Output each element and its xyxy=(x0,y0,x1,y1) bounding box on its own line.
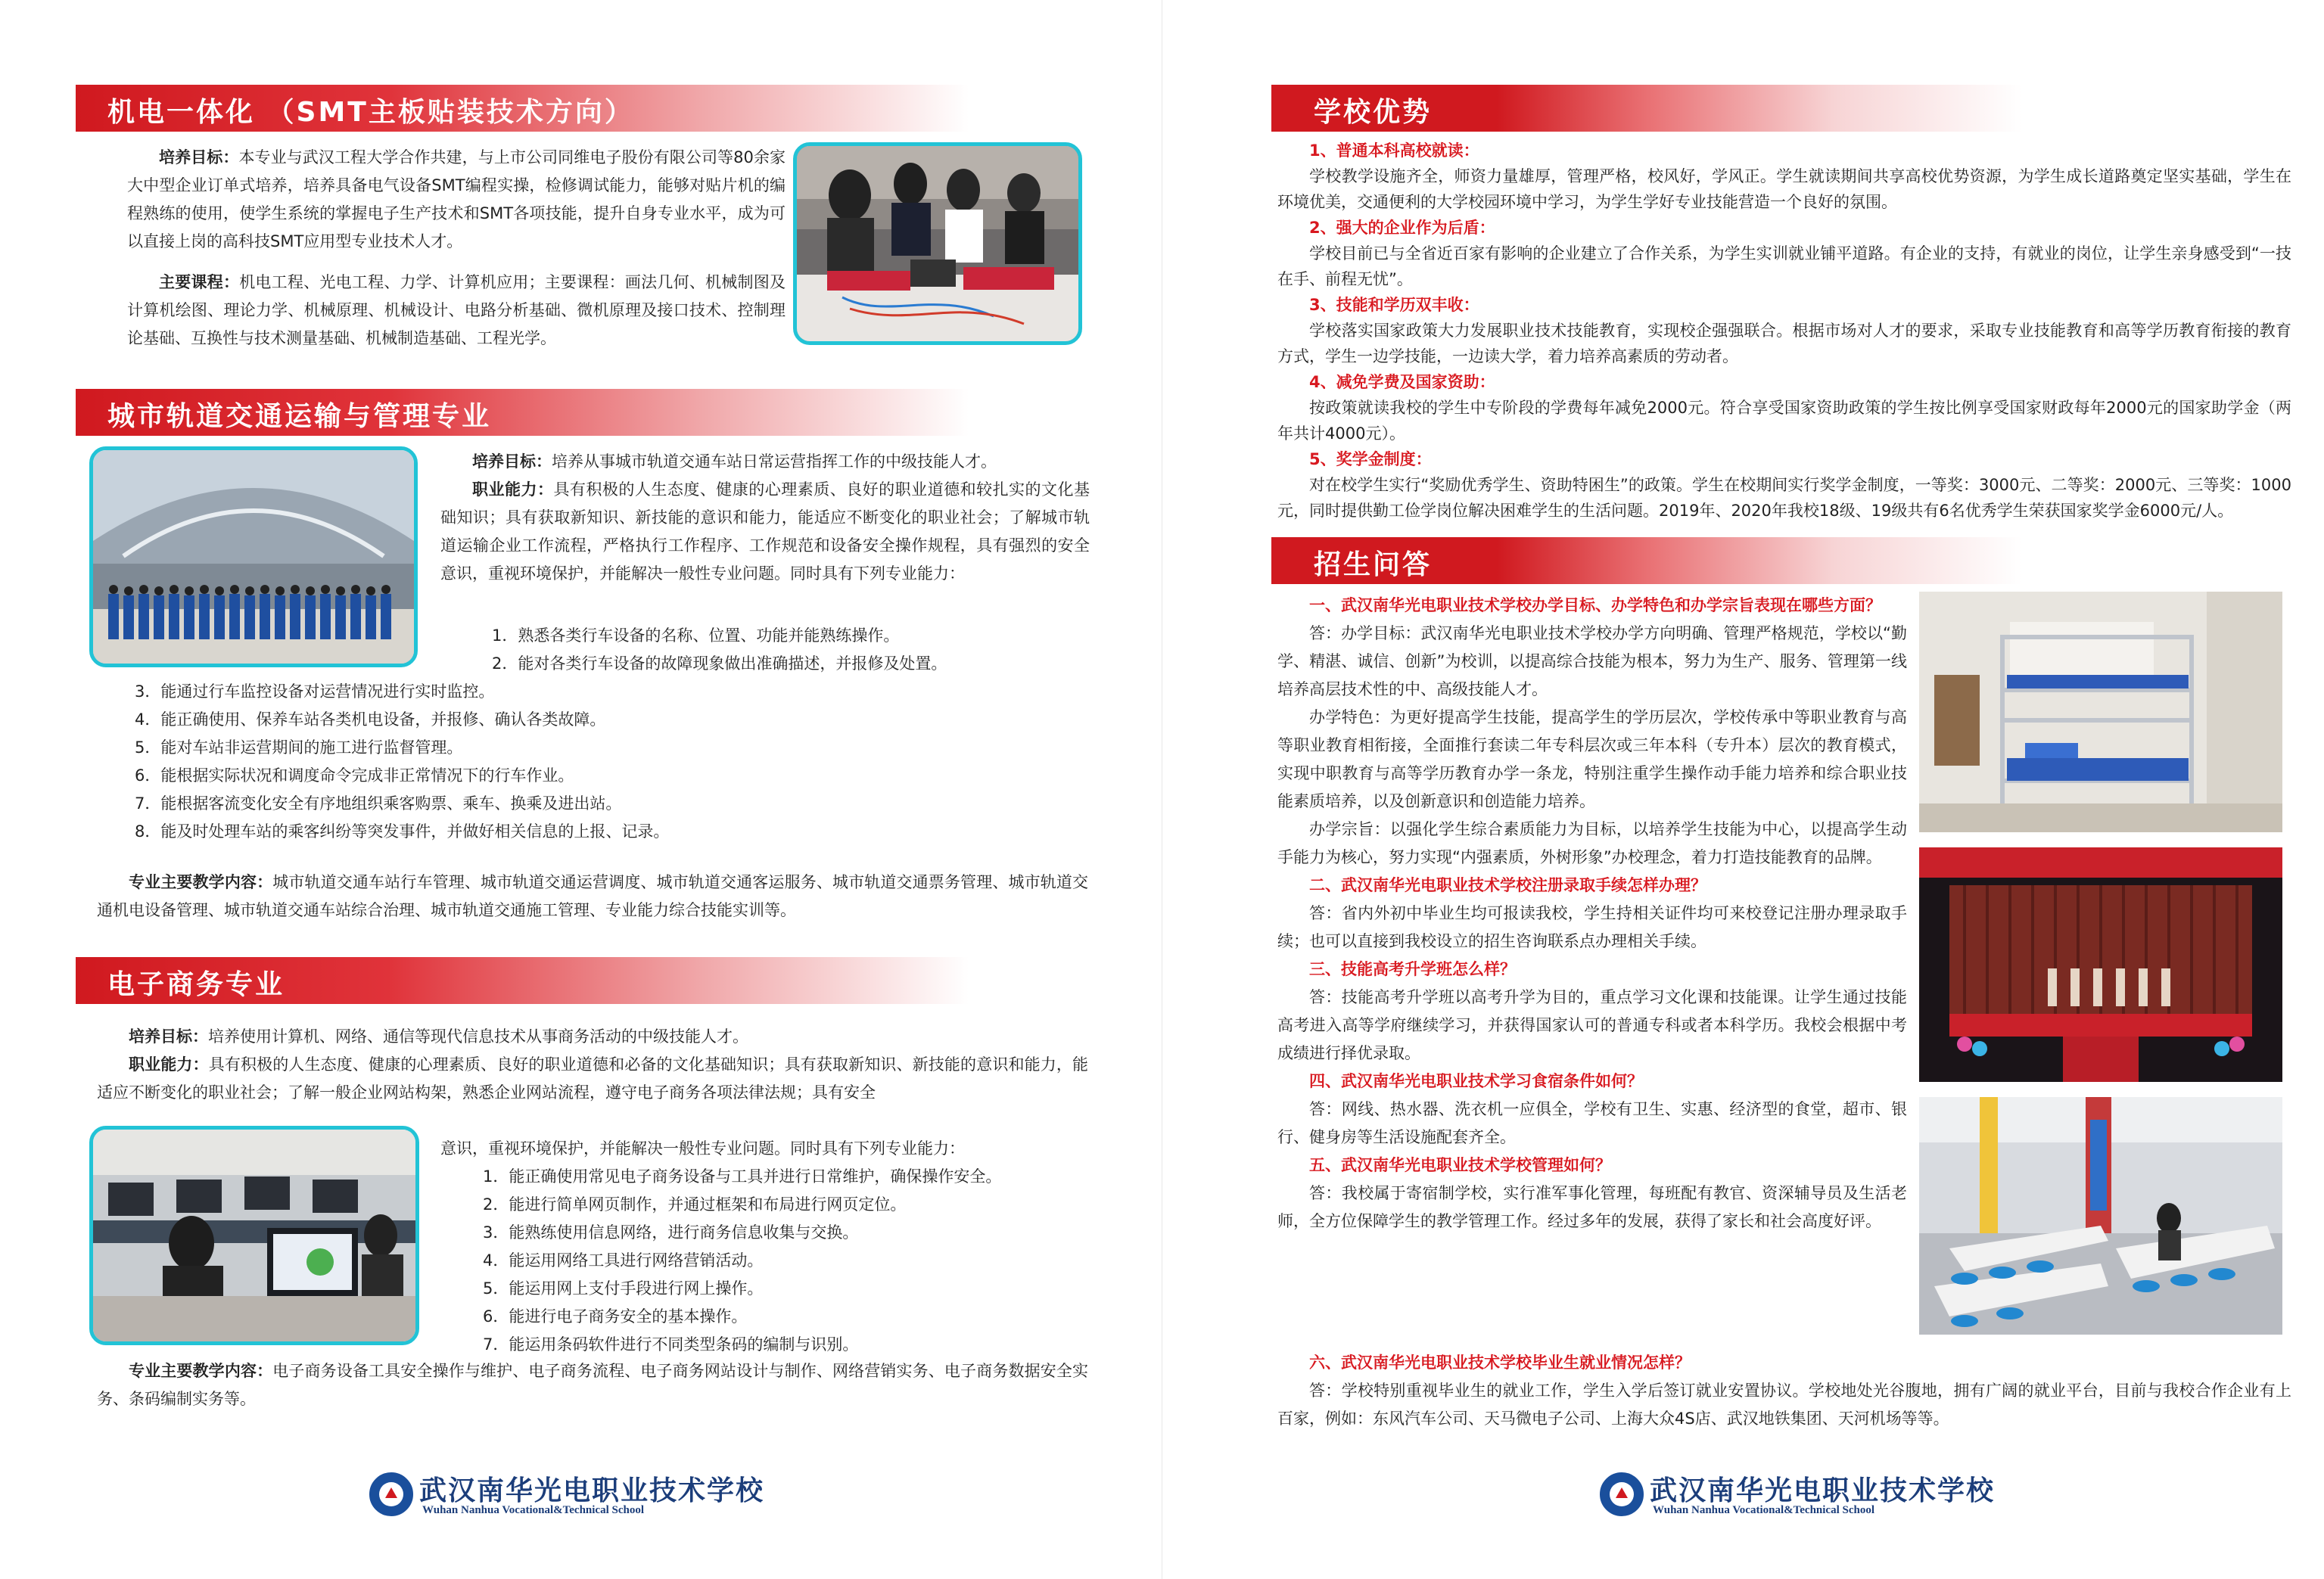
advantage-text: 按政策就读我校的学生中专阶段的学费每年减免2000元。符合享受国家资助政策的学生按比例享受国家财政每年2000元的国家助学金（两年共计4000元）。 xyxy=(1277,399,2291,443)
ecommerce-ability-text-2: 意识，重视环境保护，并能解决一般性专业问题。同时具有下列专业能力： xyxy=(440,1139,965,1158)
ecommerce-lab-photo xyxy=(89,1126,419,1345)
advantage-heading: 2、强大的企业作为后盾： xyxy=(1309,219,1495,237)
faq-question: 一、武汉南华光电职业技术学校办学目标、办学特色和办学宗旨表现在哪些方面？ xyxy=(1309,596,1881,614)
list-item: 2．能进行简单网页制作，并通过框架和布局进行网页定位。 xyxy=(483,1195,907,1214)
smt-course-label: 主要课程： xyxy=(159,273,240,291)
smt-goal-text: 本专业与武汉工程大学合作共建，与上市公司同维电子股份有限公司等80余家大中型企业订单式培养，培养具备电气设备SMT编程实操，检修调试能力，能够对贴片机的编程熟练的使用，使学生系统的掌握电子生产技术和SMT各项技能，提升自身专业水平，成为可以直接上岗的高科技SMT应用型专业技术人才。 xyxy=(127,148,786,250)
faq-block-a xyxy=(1277,592,1907,1236)
rail-ability-text: 具有积极的人生态度、健康的心理素质、良好的职业道德和较扎实的文化基础知识；具有获取新知识、新技能的意识和能力，能适应不断变化的职业社会；了解城市轨道运输企业工作流程，严格执行工作程序、工作规范和设备安全操作规程，具有强烈的安全意识，重视环境保护，并能解决一般性专业问题。同时具有下列专业能力： xyxy=(440,480,1090,583)
list-item: 4．能正确使用、保养车站各类机电设备，并报修、确认各类故障。 xyxy=(135,710,606,729)
rail-station-photo xyxy=(89,446,418,667)
right-page xyxy=(1162,0,2324,1579)
ecommerce-goal-label: 培养目标： xyxy=(129,1027,208,1046)
rail-content-text: 城市轨道交通车站行车管理、城市轨道交通运营调度、城市轨道交通客运服务、城市轨道交通票务管理、城市轨道交通机电设备管理、城市轨道交通车站综合治理、城市轨道交通施工管理、专业能力综合技能实训等。 xyxy=(97,873,1089,919)
section-title-faq: 招生问答 xyxy=(1314,549,1433,580)
advantage-text: 学校目前已与全省近百家有影响的企业建立了合作关系，为学生实训就业铺平道路。有企业的支持，有就业的岗位，让学生亲身感受到“一技在手、前程无忧”。 xyxy=(1277,244,2291,288)
school-logo-icon xyxy=(1600,1472,1644,1516)
rail-content xyxy=(97,869,1088,925)
list-item: 3．能通过行车监控设备对运营情况进行实时监控。 xyxy=(135,682,495,701)
advantage-text: 学校落实国家政策大力发展职业技术技能教育，实现校企强强联合。根据市场对人才的要求，采取专业技能教育和高等学历教育衔接的教育方式，学生一边学技能，一边读大学，着力培养高素质的劳动者。 xyxy=(1277,322,2291,365)
section-banner-rail xyxy=(76,389,969,436)
faq-answer: 办学特色：为更好提高学生技能，提高学生的学历层次，学校传承中等职业教育与高等职业教育相衔接，全面推行套读二年专科层次或三年本科（专升本）层次的教育模式，实现中职教育与高等学历教育办学一条龙，特别注重学生操作动手能力培养和综合职业技能素质培养，以及创新意识和创造能力培养。 xyxy=(1277,708,1907,810)
section-title-smt: 机电一体化 （SMT主板贴装技术方向） xyxy=(107,97,634,128)
dormitory-photo xyxy=(1919,592,2282,832)
ecommerce-intro xyxy=(97,1023,1088,1107)
canteen-photo xyxy=(1919,1097,2282,1335)
list-item: 2．能对各类行车设备的故障现象做出准确描述，并报修及处置。 xyxy=(492,654,947,673)
footer-right xyxy=(1600,1469,2054,1522)
advantage-heading: 4、减免学费及国家资助： xyxy=(1309,373,1495,391)
faq-answer: 答：办学目标：武汉南华光电职业技术学校办学方向明确、管理严格规范，学校以“勤学、精湛、诚信、创新”为校训，以提高综合技能为根本，努力为生产、服务、管理第一线培养高层技术性的中、高级技能人才。 xyxy=(1277,624,1907,698)
faq-question: 二、武汉南华光电职业技术学校注册录取手续怎样办理？ xyxy=(1309,876,1706,894)
advantage-heading: 1、普通本科高校就读： xyxy=(1309,141,1479,160)
smt-courses xyxy=(127,269,786,353)
rail-ability-list-b xyxy=(135,678,1088,846)
rail-ability-label: 职业能力： xyxy=(472,480,554,499)
rail-goal-label: 培养目标： xyxy=(472,452,552,471)
faq-answer: 答：省内外初中毕业生均可报读我校，学生持相关证件均可来校登记注册办理录取手续；也可以直接到我校设立的招生咨询联系点办理相关手续。 xyxy=(1277,904,1907,950)
auditorium-photo xyxy=(1919,847,2282,1082)
list-item: 1．熟悉各类行车设备的名称、位置、功能并能熟练操作。 xyxy=(492,626,900,645)
section-title-ecommerce: 电子商务专业 xyxy=(107,969,285,1000)
ecommerce-ability-cont xyxy=(440,1135,1091,1163)
faq-question: 五、武汉南华光电职业技术学校管理如何？ xyxy=(1309,1156,1611,1174)
school-name-en: Wuhan Nanhua Vocational&Technical School xyxy=(422,1504,645,1516)
rail-ability-list-a xyxy=(492,622,1097,678)
faq-block-b xyxy=(1277,1349,2291,1433)
ecommerce-ability-text-1: 具有积极的人生态度、健康的心理素质、良好的职业道德和必备的文化基础知识；具有获取新知识、新技能的意识和能力，能适应不断变化的职业社会；了解一般企业网站构架，熟悉企业网站流程，遵守电子商务各项法律法规；具有安全 xyxy=(97,1055,1089,1102)
list-item: 4．能运用网络工具进行网络营销活动。 xyxy=(483,1251,764,1270)
faq-answer: 答：我校属于寄宿制学校，实行准军事化管理，每班配有教官、资深辅导员及生活老师，全方位保障学生的教学管理工作。经过多年的发展，获得了家长和社会高度好评。 xyxy=(1277,1184,1907,1230)
smt-goal-label: 培养目标： xyxy=(159,148,239,166)
list-item: 6．能进行电子商务安全的基本操作。 xyxy=(483,1307,748,1326)
footer-left xyxy=(369,1469,823,1522)
rail-goal-text: 培养从事城市轨道交通车站日常运营指挥工作的中级技能人才。 xyxy=(552,452,997,471)
list-item: 8．能及时处理车站的乘客纠纷等突发事件，并做好相关信息的上报、记录。 xyxy=(135,822,670,841)
rail-content-label: 专业主要教学内容： xyxy=(129,873,273,891)
advantage-heading: 5、奖学金制度： xyxy=(1309,450,1432,468)
ecommerce-content xyxy=(97,1357,1088,1413)
school-name-en: Wuhan Nanhua Vocational&Technical School xyxy=(1653,1504,1875,1516)
smt-goal xyxy=(127,144,786,256)
advantage-text: 学校教学设施齐全，师资力量雄厚，管理严格，校风好，学风正。学生就读期间共享高校优势资源，为学生成长道路奠定坚实基础，学生在环境优美，交通便利的大学校园环境中学习，为学生学好专业技能营造一个良好的氛围。 xyxy=(1277,167,2291,211)
advantage-heading: 3、技能和学历双丰收： xyxy=(1309,296,1479,314)
list-item: 6．能根据实际状况和调度命令完成非正常情况下的行车作业。 xyxy=(135,766,574,785)
faq-question: 三、技能高考升学班怎么样？ xyxy=(1309,960,1516,978)
faq-answer: 办学宗旨：以强化学生综合素质能力为目标，以培养学生技能为中心，以提高学生动手能力为核心，努力实现“内强素质，外树形象”办校理念，着力打造技能教育的品牌。 xyxy=(1277,820,1907,866)
list-item: 5．能运用网上支付手段进行网上操作。 xyxy=(483,1279,764,1298)
ecommerce-content-label: 专业主要教学内容： xyxy=(129,1362,273,1380)
ecommerce-goal-text: 培养使用计算机、网络、通信等现代信息技术从事商务活动的中级技能人才。 xyxy=(208,1027,748,1046)
section-banner-faq xyxy=(1271,537,2210,584)
section-title-rail: 城市轨道交通运输与管理专业 xyxy=(107,401,492,432)
advantage-text: 对在校学生实行“奖励优秀学生、资助特困生”的政策。学生在校期间实行奖学金制度，一等奖：3000元、二等奖：2000元、三等奖：1000元，同时提供勤工俭学岗位解决困难学生的生活问题。2019年、2020年我校18级、19级共有6名优秀学生荣获国家奖学金6000元/人。 xyxy=(1277,476,2291,520)
school-name-cn: 武汉南华光电职业技术学校 xyxy=(1650,1475,1996,1506)
ecommerce-content-text: 电子商务设备工具安全操作与维护、电子商务流程、电子商务网站设计与制作、网络营销实务、电子商务数据安全实务、条码编制实务等。 xyxy=(97,1362,1089,1408)
section-banner-advantages xyxy=(1271,85,2210,132)
smt-lab-photo xyxy=(793,142,1082,345)
school-name-cn: 武汉南华光电职业技术学校 xyxy=(419,1475,765,1506)
faq-answer: 答：学校特别重视毕业生的就业工作，学生入学后签订就业安置协议。学校地处光谷腹地，拥有广阔的就业平台，目前与我校合作企业有上百家，例如：东风汽车公司、天马微电子公司、上海大众4S店、武汉地铁集团、天河机场等等。 xyxy=(1277,1382,2291,1428)
ecommerce-ability-list xyxy=(483,1163,1088,1359)
smt-course-text: 机电工程、光电工程、力学、计算机应用；主要课程：画法几何、机械制图及计算机绘图、理论力学、机械原理、机械设计、电路分析基础、微机原理及接口技术、控制理论基础、互换性与技术测量基础、机械制造基础、工程光学。 xyxy=(127,273,786,347)
faq-answer: 答：技能高考升学班以高考升学为目的，重点学习文化课和技能课。让学生通过技能高考进入高等学府继续学习，并获得国家认可的普通专科或者本科学历。我校会根据中考成绩进行择优录取。 xyxy=(1277,988,1907,1062)
faq-answer: 答：网线、热水器、洗衣机一应俱全，学校有卫生、实惠、经济型的食堂，超市、银行、健身房等生活设施配套齐全。 xyxy=(1277,1100,1907,1146)
faq-question: 六、武汉南华光电职业技术学校毕业生就业情况怎样？ xyxy=(1309,1354,1691,1372)
list-item: 7．能运用条码软件进行不同类型条码的编制与识别。 xyxy=(483,1335,859,1354)
list-item: 3．能熟练使用信息网络，进行商务信息收集与交换。 xyxy=(483,1223,859,1242)
ecommerce-ability-label: 职业能力： xyxy=(129,1055,209,1074)
school-logo-icon xyxy=(369,1472,413,1516)
section-title-advantages: 学校优势 xyxy=(1314,97,1433,128)
advantages-list xyxy=(1277,138,2291,524)
list-item: 7．能根据客流变化安全有序地组织乘客购票、乘车、换乘及进出站。 xyxy=(135,794,622,813)
section-banner-ecommerce xyxy=(76,957,969,1004)
rail-goal xyxy=(440,448,1090,588)
list-item: 1．能正确使用常见电子商务设备与工具并进行日常维护，确保操作安全。 xyxy=(483,1167,1002,1186)
faq-question: 四、武汉南华光电职业技术学习食宿条件如何？ xyxy=(1309,1072,1643,1090)
list-item: 5．能对车站非运营期间的施工进行监督管理。 xyxy=(135,738,463,757)
section-banner-smt xyxy=(76,85,969,132)
